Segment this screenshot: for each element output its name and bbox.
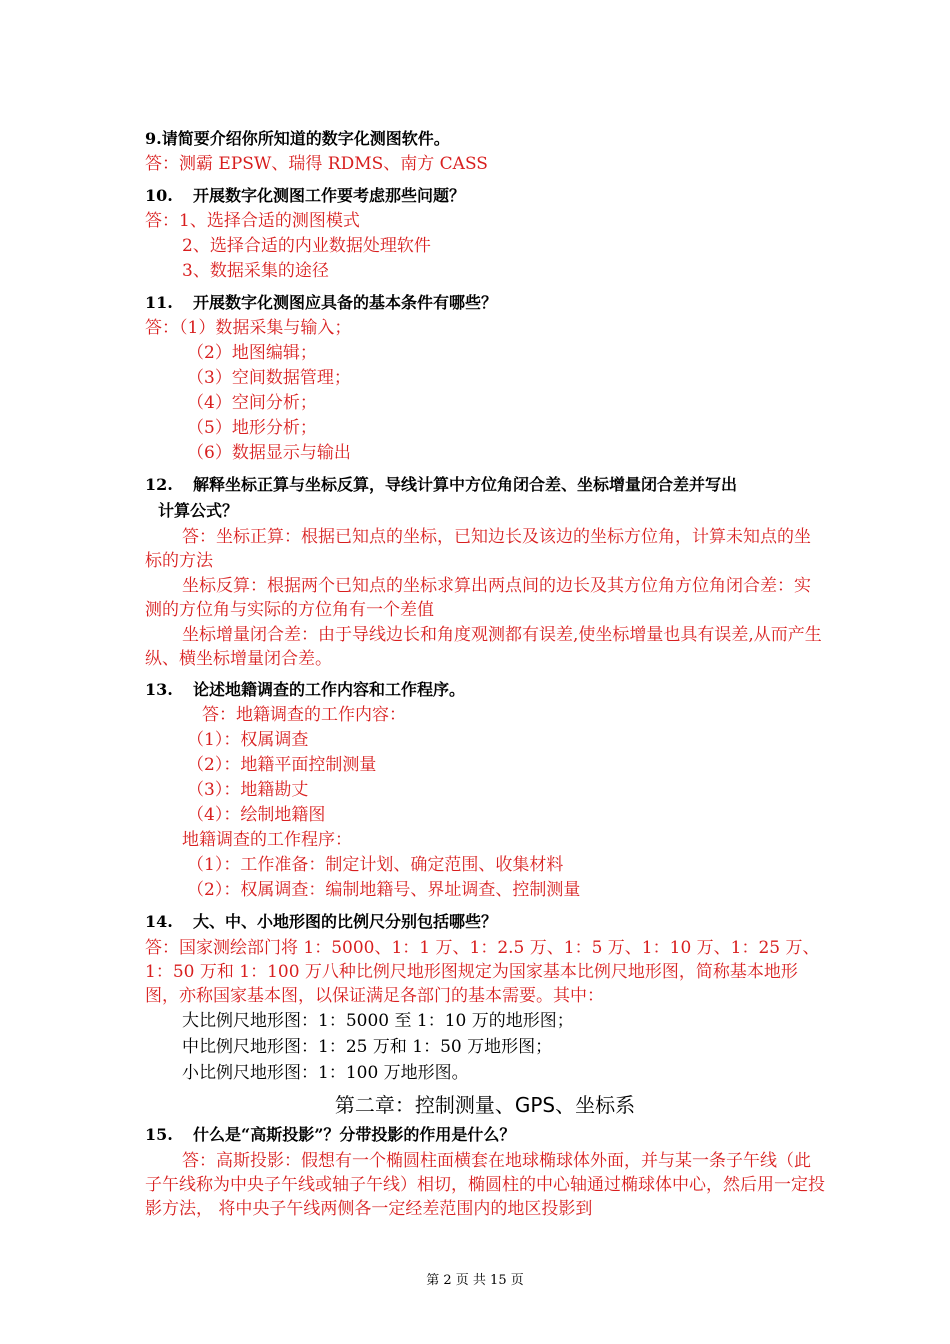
question-text: 开展数字化测图工作要考虑那些问题？ — [193, 186, 466, 205]
question-15 — [145, 1122, 825, 1148]
question-13 — [145, 677, 825, 703]
answer-line: （4）空间分析； — [187, 393, 317, 413]
answer-line: 答：测霸 EPSW、瑞得 RDMS、南方 CASS — [145, 154, 488, 174]
answer-line: （1）：工作准备：制定计划、确定范围、收集材料 — [187, 855, 564, 875]
answer-line: （1）：权属调查 — [187, 730, 309, 750]
question-text: 什么是“高斯投影”？分带投影的作用是什么？ — [193, 1125, 516, 1144]
question-number: 11. — [145, 293, 173, 312]
answer-paragraph: 答：高斯投影：假想有一个椭圆柱面横套在地球椭球体外面，并与某一条子午线（此子午线称为中央子午线或轴子午线）相切，椭圆柱的中心轴通过椭球体中心，然后用一定投影方法， 将中央子午线两侧各一定经差范围内的地区投影到 — [145, 1151, 825, 1219]
answer-line: 小比例尺地形图：1：100 万地形图。 — [182, 1063, 469, 1083]
answer-paragraph: 答：国家测绘部门将 1：5000、1：1 万、1：2.5 万、1：5 万、1：10 万、1：25 万、1：50 万和 1：100 万八种比例尺地形图规定为国家基本比例尺地形图，简称基本地形图，亦称国家基本图，以保证满足各部门的基本需要。其中： — [145, 938, 820, 1006]
question-text: 解释坐标正算与坐标反算，导线计算中方位角闭合差、坐标增量闭合差并写出 — [193, 475, 738, 494]
question-text: 论述地籍调查的工作内容和工作程序。 — [193, 680, 466, 699]
answer-line: 3、数据采集的途径 — [182, 261, 329, 281]
question-text: 开展数字化测图应具备的基本条件有哪些？ — [193, 293, 498, 312]
answer-paragraph: 坐标反算：根据两个已知点的坐标求算出两点间的边长及其方位角方位角闭合差：实测的方位角与实际的方位角有一个差值 — [145, 576, 811, 620]
question-text: 请简要介绍你所知道的数字化测图软件。 — [161, 129, 450, 148]
answer-line: 中比例尺地形图：1：25 万和 1：50 万地形图； — [182, 1037, 553, 1057]
answer-line: （3）：地籍勘丈 — [187, 780, 309, 800]
answer-line: 地籍调查的工作程序： — [182, 830, 352, 850]
answer-line: （2）：权属调查：编制地籍号、界址调查、控制测量 — [187, 880, 581, 900]
document-content — [145, 126, 825, 1221]
answer-line: 答：1、选择合适的测图模式 — [145, 211, 360, 231]
answer-line: （4）：绘制地籍图 — [187, 805, 326, 825]
answer-paragraph: 坐标增量闭合差：由于导线边长和角度观测都有误差,使坐标增量也具有误差,从而产生纵、横坐标增量闭合差。 — [145, 625, 822, 669]
question-number: 12. — [145, 475, 173, 494]
answer-line: （2）：地籍平面控制测量 — [187, 755, 377, 775]
answer-line: （3）空间数据管理； — [187, 368, 351, 388]
question-10 — [145, 183, 825, 209]
answer-line: （2）地图编辑； — [187, 343, 317, 363]
page-footer: 第 2 页 共 15 页 — [426, 1273, 524, 1288]
question-text: 大、中、小地形图的比例尺分别包括哪些？ — [193, 912, 498, 931]
answer-line: （6）数据显示与输出 — [187, 443, 351, 463]
question-number: 10. — [145, 186, 173, 205]
question-9 — [145, 126, 825, 152]
answer-line: （5）地形分析； — [187, 418, 317, 438]
answer-line: 大比例尺地形图：1：5000 至 1：10 万的地形图； — [182, 1011, 574, 1031]
question-text-continued: 计算公式？ — [158, 501, 239, 520]
question-number: 15. — [145, 1125, 173, 1144]
chapter-title: 第二章：控制测量、GPS、坐标系 — [334, 1093, 636, 1117]
question-11 — [145, 290, 825, 316]
answer-line: 2、选择合适的内业数据处理软件 — [182, 236, 431, 256]
question-number: 9. — [145, 129, 162, 148]
answer-paragraph: 答：坐标正算：根据已知点的坐标，已知边长及该边的坐标方位角，计算未知点的坐标的方法 — [145, 527, 811, 571]
answer-line: 答：地籍调查的工作内容： — [202, 705, 406, 725]
question-number: 13. — [145, 680, 173, 699]
question-14 — [145, 909, 825, 935]
question-12 — [145, 472, 825, 524]
question-number: 14. — [145, 912, 173, 931]
answer-line: 答：（1）数据采集与输入； — [145, 318, 352, 338]
